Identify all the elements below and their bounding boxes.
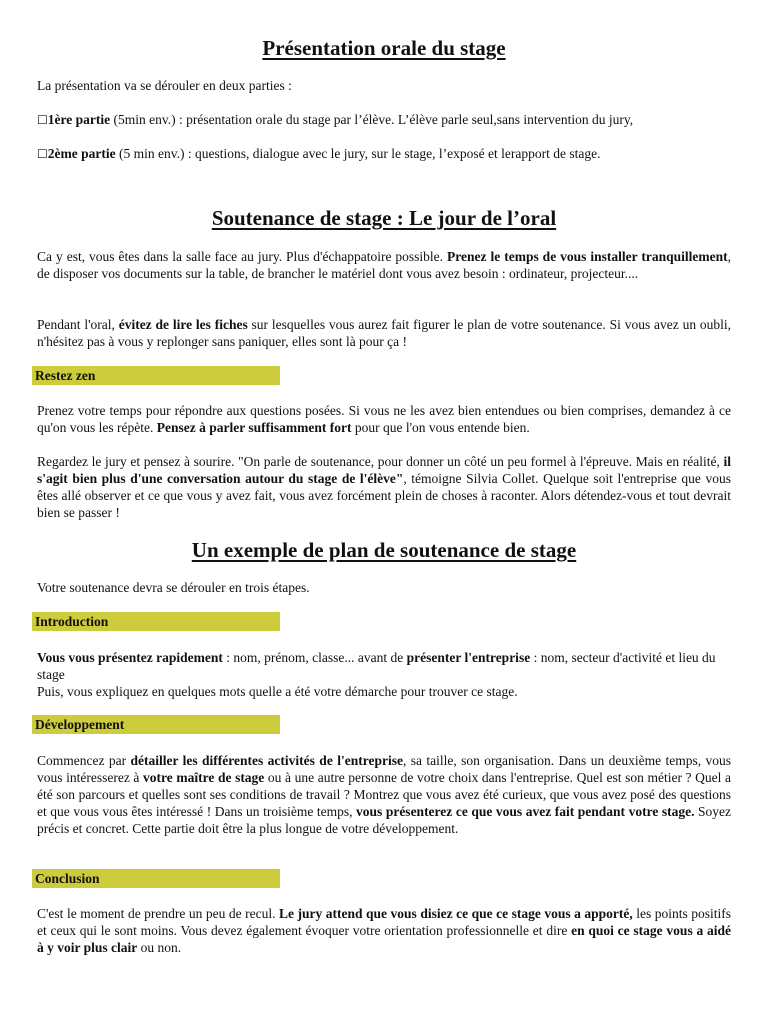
section-title-soutenance: Soutenance de stage : Le jour de l’oral xyxy=(211,206,557,230)
plan-intro-paragraph: Votre soutenance devra se dérouler en trois étapes. xyxy=(37,580,310,595)
paragraph-fiches: Pendant l'oral, évitez de lire les fiches sur lesquelles vous aurez fait figurer le plan de votre soutenance. Si vous avez un oubli, n'hésitez pas à vous y replonger sans paniquer, elles sont là pour ça ! xyxy=(37,317,732,349)
checkbox-icon: ☐ xyxy=(37,113,48,127)
section-title-plan: Un exemple de plan de soutenance de stage xyxy=(191,538,577,562)
checkbox-icon: ☐ xyxy=(37,147,48,161)
paragraph-installation: Ca y est, vous êtes dans la salle face au jury. Plus d'échappatoire possible. Prenez le temps de vous installer tranquillement, de disposer vos documents sur la table, de brancher le matériel dont vous avez besoin : ordinateur, projecteur.... xyxy=(37,249,731,281)
part-1-item: ☐1ère partie (5min env.) : présentation orale du stage par l’élève. L’élève parle seul,sans intervention du jury, xyxy=(37,112,634,127)
paragraph-developpement: Commencez par détailler les différentes activités de l'entreprise, sa taille, son organisation. Dans un deuxième temps, vous vous intéresserez à votre maître de stage ou à une autre personne de votre choix dans l'entreprise. Quel est son métier ? Quel a été son parcours et quelles sont ses conditions de travail ? Montrez que vous avez été curieux, que vous avez posé des questions et que vous vous êtes intéressé ! Dans un troisième temps, vous présenterez ce que vous avez fait pendant votre stage. Soyez précis et concret. Cette partie doit être la plus longue de votre développement. xyxy=(37,753,732,836)
paragraph-questions: Prenez votre temps pour répondre aux questions posées. Si vous ne les avez bien entendues ou bien comprises, demandez à ce qu'on vous les répète. Pensez à parler suffisamment fort pour que l'on vous entende bien. xyxy=(37,403,731,435)
paragraph-sourire: Regardez le jury et pensez à sourire. "On parle de soutenance, pour donner un côté un peu formel à l'épreuve. Mais en réalité, il s'agit bien plus d'une conversation autour du stage de l'élève", témoigne Silvia Collet. Quelque soit l'entreprise que vous êtes allé observer et ce que vous y avez fait, vous avez forcément plein de choses à raconter. Alors détendez-vous et tout devrait bien se passer ! xyxy=(37,454,731,520)
heading-box-developpement: Développement xyxy=(32,715,280,734)
heading-box-restez-zen: Restez zen xyxy=(32,366,280,385)
paragraph-introduction: Vous vous présentez rapidement : nom, prénom, classe... avant de présenter l'entreprise : nom, secteur d'activité et lieu du stage Puis, vous expliquez en quelques mots quelle a été votre démarche pour trouver ce stage. xyxy=(37,650,716,699)
heading-box-introduction: Introduction xyxy=(32,612,280,631)
paragraph-conclusion: C'est le moment de prendre un peu de recul. Le jury attend que vous disiez ce que ce stage vous a apporté, les points positifs et ceux qui le sont moins. Vous devez également évoquer votre orientation professionnelle et dire en quoi ce stage vous a aidé à y voir plus clair ou non. xyxy=(37,906,731,955)
section-title-presentation: Présentation orale du stage xyxy=(262,36,506,60)
intro-paragraph: La présentation va se dérouler en deux parties : xyxy=(37,78,292,93)
part-2-item: ☐2ème partie (5 min env.) : questions, dialogue avec le jury, sur le stage, l’exposé et lerapport de stage. xyxy=(37,146,601,161)
heading-box-conclusion: Conclusion xyxy=(32,869,280,888)
